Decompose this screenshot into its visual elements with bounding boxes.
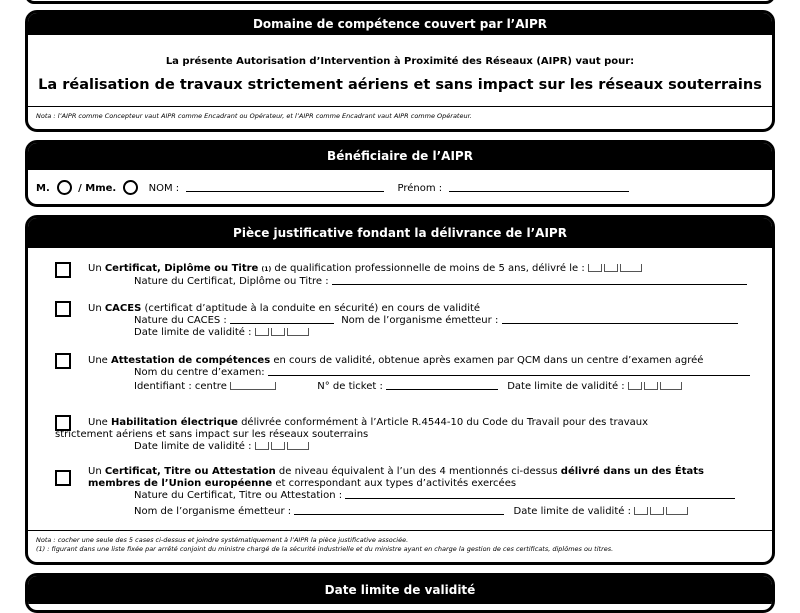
- domaine-section: [25, 10, 775, 132]
- previous-section-edge: [25, 0, 775, 4]
- beneficiaire-section: [25, 140, 775, 207]
- ue-certificat-checkbox[interactable]: [55, 470, 71, 486]
- date-limite-section: [25, 573, 775, 613]
- caces-checkbox[interactable]: [55, 301, 71, 317]
- prenom-label: Prénom :: [397, 183, 443, 194]
- delivre-date-boxes[interactable]: [588, 264, 644, 276]
- domaine-intro: La présente Autorisation d’Intervention à Proximité des Réseaux (AIPR) vaut pour:: [165, 56, 635, 67]
- piece-nota-1: Nota : cocher une seule des 5 cases ci-dessus et joindre systématiquement à l’AIPR la pièce justificative associée.: [36, 536, 409, 544]
- piece-section: [25, 215, 775, 565]
- centre-id-boxes[interactable]: [230, 382, 278, 394]
- piece-nota-2: (1) : figurant dans une liste fixée par arrêté conjoint du ministre chargé de la sécurité industrielle et du ministre ayant en charge la gestion de ces certificats, diplômes ou titres.: [36, 545, 614, 553]
- caces-nature-field[interactable]: [230, 323, 334, 324]
- nom-field[interactable]: [186, 191, 384, 192]
- ue-organisme-field[interactable]: [294, 514, 504, 515]
- attestation-date-boxes[interactable]: [628, 382, 684, 394]
- ue-date-boxes[interactable]: [634, 507, 690, 519]
- mme-radio[interactable]: [123, 180, 138, 195]
- caces-organisme-field[interactable]: [502, 323, 738, 324]
- date-limite-header: Date limite de validité: [28, 576, 772, 604]
- habilitation-item: Une Habilitation électrique délivrée conformément à l’Article R.4544-10 du Code du Travail pour des travaux strictement aériens et sans impact sur les réseaux souterrains Date limite de validité :: [55, 417, 649, 452]
- caces-date-boxes[interactable]: [255, 328, 311, 340]
- attestation-item: Une Attestation de compétences en cours de validité, obtenue après examen par QCM dans un centre d’examen agréé Nom du centre d’examen: Identifiant : centre N° de ticket : Date limite de validité :: [88, 355, 760, 394]
- caces-item: Un CACES (certificat d’aptitude à la conduite en sécurité) en cours de validité Nature du CACES : Nom de l’organisme émetteur : Date limite de validité :: [88, 303, 760, 340]
- m-label: M.: [36, 183, 50, 194]
- certificat-nature-field[interactable]: [332, 284, 747, 285]
- ticket-field[interactable]: [386, 389, 498, 390]
- certificat-item: Un Certificat, Diplôme ou Titre (1) de qualification professionnelle de moins de 5 ans, délivré le : Nature du Certificat, Diplôme ou Titre :: [88, 263, 760, 288]
- domaine-scope: La réalisation de travaux strictement aériens et sans impact sur les réseaux souterrains: [38, 77, 762, 93]
- m-radio[interactable]: [57, 180, 72, 195]
- piece-header: Pièce justificative fondant la délivrance de l’AIPR: [28, 218, 772, 248]
- beneficiaire-header: Bénéficiaire de l’AIPR: [28, 143, 772, 170]
- habilitation-date-boxes[interactable]: [255, 442, 311, 454]
- centre-nom-field[interactable]: [268, 375, 750, 376]
- certificat-checkbox[interactable]: [55, 262, 71, 278]
- beneficiaire-row: [36, 180, 629, 195]
- prenom-field[interactable]: [449, 191, 629, 192]
- ue-nature-field[interactable]: [345, 498, 735, 499]
- piece-divider: [28, 530, 772, 531]
- domaine-divider: [28, 106, 772, 107]
- domaine-nota: Nota : l’AIPR comme Concepteur vaut AIPR comme Encadrant ou Opérateur, et l’AIPR comme Encadrant vaut AIPR comme Opérateur.: [36, 112, 472, 120]
- attestation-checkbox[interactable]: [55, 353, 71, 369]
- mme-label: / Mme.: [78, 183, 117, 194]
- domaine-header: Domaine de compétence couvert par l’AIPR: [28, 13, 772, 35]
- ue-certificat-item: Un Certificat, Titre ou Attestation de niveau équivalent à l’un des 4 mentionnés ci-dessus délivré dans un des États membres de l’Union européenne et correspondant aux types d’activités exercées Nature du Certificat, Titre ou Attestation : Nom de l’organisme émetteur : Date limite de validité :: [88, 466, 760, 519]
- nom-label: NOM :: [148, 183, 180, 194]
